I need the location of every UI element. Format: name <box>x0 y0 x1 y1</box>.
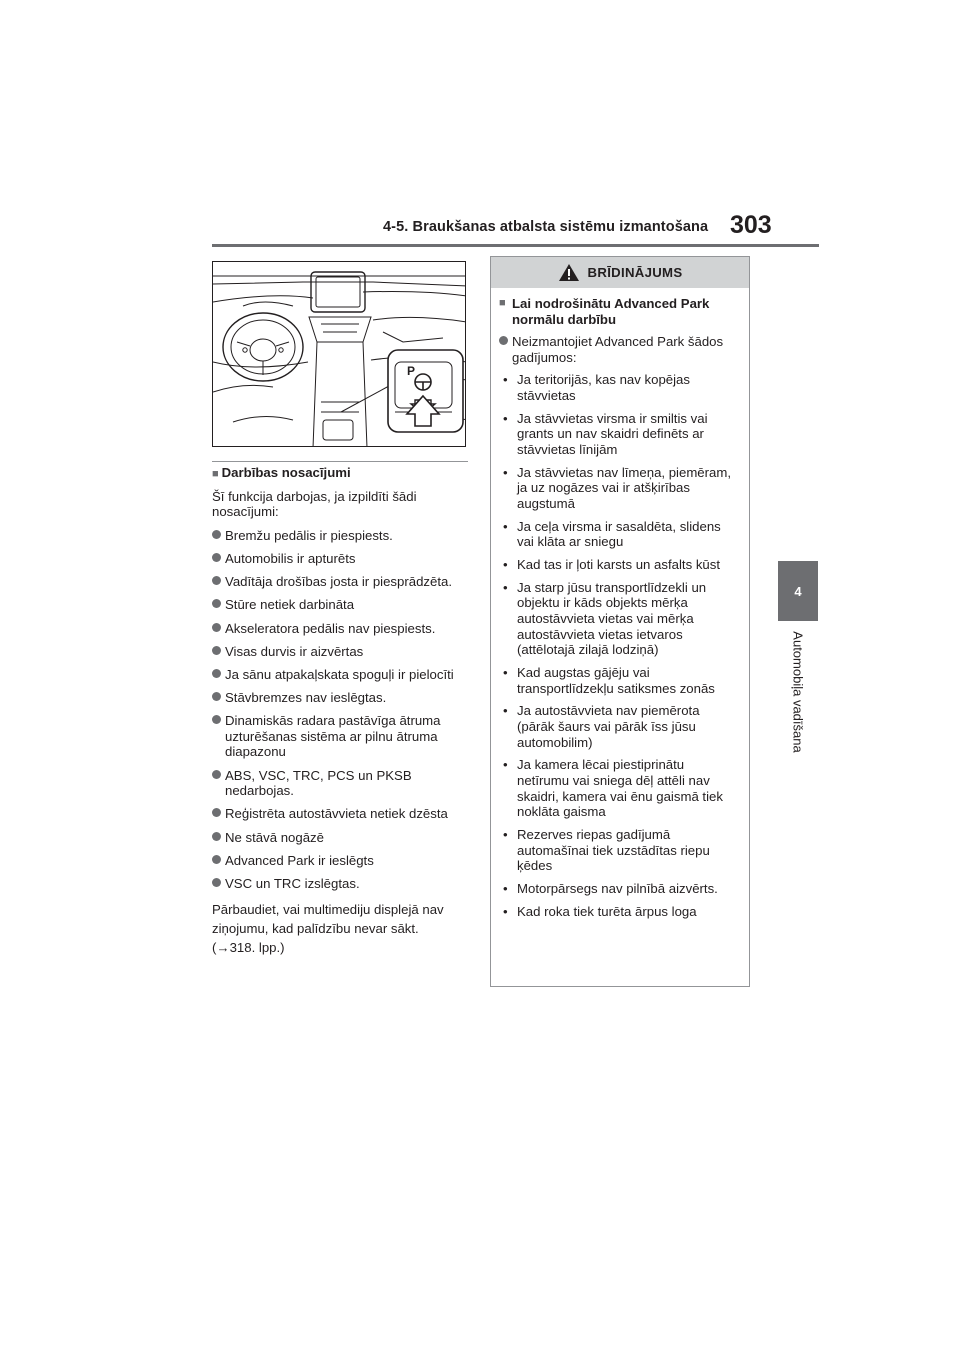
warning-triangle-icon <box>558 263 580 282</box>
header-rule <box>212 244 819 247</box>
round-bullet-icon <box>212 832 221 841</box>
warning-case-item: • Ja stāvvietas nav līmeņa, piemēram, ja uz nogāzes vai ir atšķirības augstumā <box>503 464 732 511</box>
round-bullet-icon <box>212 808 221 817</box>
round-bullet-icon <box>212 599 221 608</box>
round-bullet-icon <box>212 646 221 655</box>
warning-intro: Neizmantojiet Advanced Park šādos gadījumos: <box>499 334 739 365</box>
warning-case-item: • Kad augstas gājēju vai transportlīdzekļu satiksmes zonās <box>503 665 715 696</box>
dot-bullet-icon: • <box>503 826 508 842</box>
warning-case-item: • Ja autostāvvieta nav piemērota (pārāk šaurs vai pārāk īss jūsu automobilim) <box>503 703 700 750</box>
section-title: 4-5. Braukšanas atbalsta sistēmu izmantošana <box>383 219 709 235</box>
condition-item: Bremžu pedālis ir piespiests. <box>212 528 472 544</box>
dot-bullet-icon: • <box>503 518 508 534</box>
dot-bullet-icon: • <box>503 557 508 573</box>
conditions-list <box>212 528 472 892</box>
condition-item: Ne stāvā nogāzē <box>212 830 472 846</box>
round-bullet-icon <box>212 855 221 864</box>
steering-wheel-icon <box>223 313 303 381</box>
condition-item: ABS, VSC, TRC, PCS un PKSB nedarbojas. <box>212 768 472 799</box>
condition-item: Stūre netiek darbināta <box>212 597 472 613</box>
conditions-section <box>212 465 472 957</box>
round-bullet-icon <box>212 770 221 779</box>
condition-item: Ja sānu atpakaļskata spoguļi ir pielocīti <box>212 667 472 683</box>
warning-case-item: • Rezerves riepas gadījumā automašīnai tiek uzstādītas riepu ķēdes <box>503 826 710 874</box>
condition-item: Reģistrēta autostāvvieta netiek dzēsta <box>212 806 472 822</box>
round-bullet-icon <box>212 576 221 585</box>
dot-bullet-icon: • <box>503 372 508 388</box>
p-button-label: P <box>407 364 416 378</box>
warning-title: BRĪDINĀJUMS <box>587 265 683 280</box>
warning-case-item: • Ja ceļa virsma ir sasaldēta, slidens vai klāta ar sniegu <box>503 518 721 550</box>
warning-case-item: • Ja kamera lēcai piestiprinātu netīrumu vai sniega dēļ attēli nav skaidri, kamera vai ēnu gaismā tiek noklāta gaisma <box>503 757 723 820</box>
condition-item: Vadītāja drošības josta ir piesprādzēta. <box>212 574 472 590</box>
dot-bullet-icon: • <box>503 410 508 426</box>
chapter-number: 4 <box>794 583 802 599</box>
condition-item: Stāvbremzes nav ieslēgtas. <box>212 690 472 706</box>
round-bullet-icon <box>212 530 221 539</box>
condition-item: Akseleratora pedālis nav piespiests. <box>212 621 472 637</box>
dot-bullet-icon: • <box>503 703 508 719</box>
condition-item: VSC un TRC izslēgtas. <box>212 876 472 892</box>
page-number: 303 <box>730 211 772 239</box>
dot-bullet-icon: • <box>503 665 508 680</box>
dot-bullet-icon: • <box>503 903 508 919</box>
warning-box <box>490 256 750 987</box>
warning-case-item: • Ja stāvvietas virsma ir smiltis vai grants un nav skaidri definēts ar stāvvietas līnijām <box>503 410 708 457</box>
warning-case-item: • Kad roka tiek turēta ārpus loga <box>503 903 697 919</box>
chapter-tab <box>778 561 818 621</box>
conditions-heading: ■ Darbības nosacījumi <box>212 465 351 480</box>
page-reference-link[interactable]: (→318. lpp.) <box>212 940 285 955</box>
warning-case-item: • Ja teritorijās, kas nav kopējas stāvvietas <box>503 372 690 403</box>
warning-subheading: ■ Lai nodrošinātu Advanced Park normālu darbību <box>499 296 710 327</box>
dot-bullet-icon: • <box>503 880 508 896</box>
warning-case-item: • Motorpārsegs nav pilnībā aizvērts. <box>503 880 718 896</box>
condition-item: Visas durvis ir aizvērtas <box>212 644 472 660</box>
condition-item: Dinamiskās radara pastāvīga ātruma uzturēšanas sistēma ar pilnu ātruma diapazonu <box>212 713 472 760</box>
display-note: Pārbaudiet, vai multimediju displejā nav ziņojumu, kad palīdzību nevar sākt. (→318. lpp.) <box>212 900 472 958</box>
warning-case-item: • Ja starp jūsu transportlīdzekli un objektu ir kāds objekts mērķa autostāvvieta vietas vai mērķa autostāvvieta vietas ietvaros (attēlotajā zilajā lodziņā) <box>503 579 707 658</box>
warning-cases-list <box>499 372 739 919</box>
round-bullet-icon <box>212 623 221 632</box>
square-bullet-icon: ■ <box>499 297 506 309</box>
condition-item: Advanced Park ir ieslēgts <box>212 853 472 869</box>
separator-rule <box>212 461 468 462</box>
round-bullet-icon <box>212 553 221 562</box>
condition-item: Automobilis ir apturēts <box>212 551 472 567</box>
dot-bullet-icon: • <box>503 757 508 773</box>
chapter-title: Automobiļa vadīšana <box>790 631 806 753</box>
warning-case-item: • Kad tas ir ļoti karsts un asfalts kūst <box>503 557 721 573</box>
dashboard-illustration <box>212 261 466 447</box>
dot-bullet-icon: • <box>503 579 508 595</box>
conditions-intro: Šī funkcija darbojas, ja izpildīti šādi nosacījumi: <box>212 488 417 520</box>
round-bullet-icon <box>212 878 221 887</box>
square-bullet-icon: ■ <box>212 468 219 480</box>
dot-bullet-icon: • <box>503 464 508 480</box>
round-bullet-icon <box>212 715 221 724</box>
advanced-park-button-callout <box>388 350 463 432</box>
round-bullet-icon <box>212 692 221 701</box>
round-bullet-icon <box>212 669 221 678</box>
warning-header <box>491 257 749 288</box>
round-bullet-icon <box>499 336 508 345</box>
